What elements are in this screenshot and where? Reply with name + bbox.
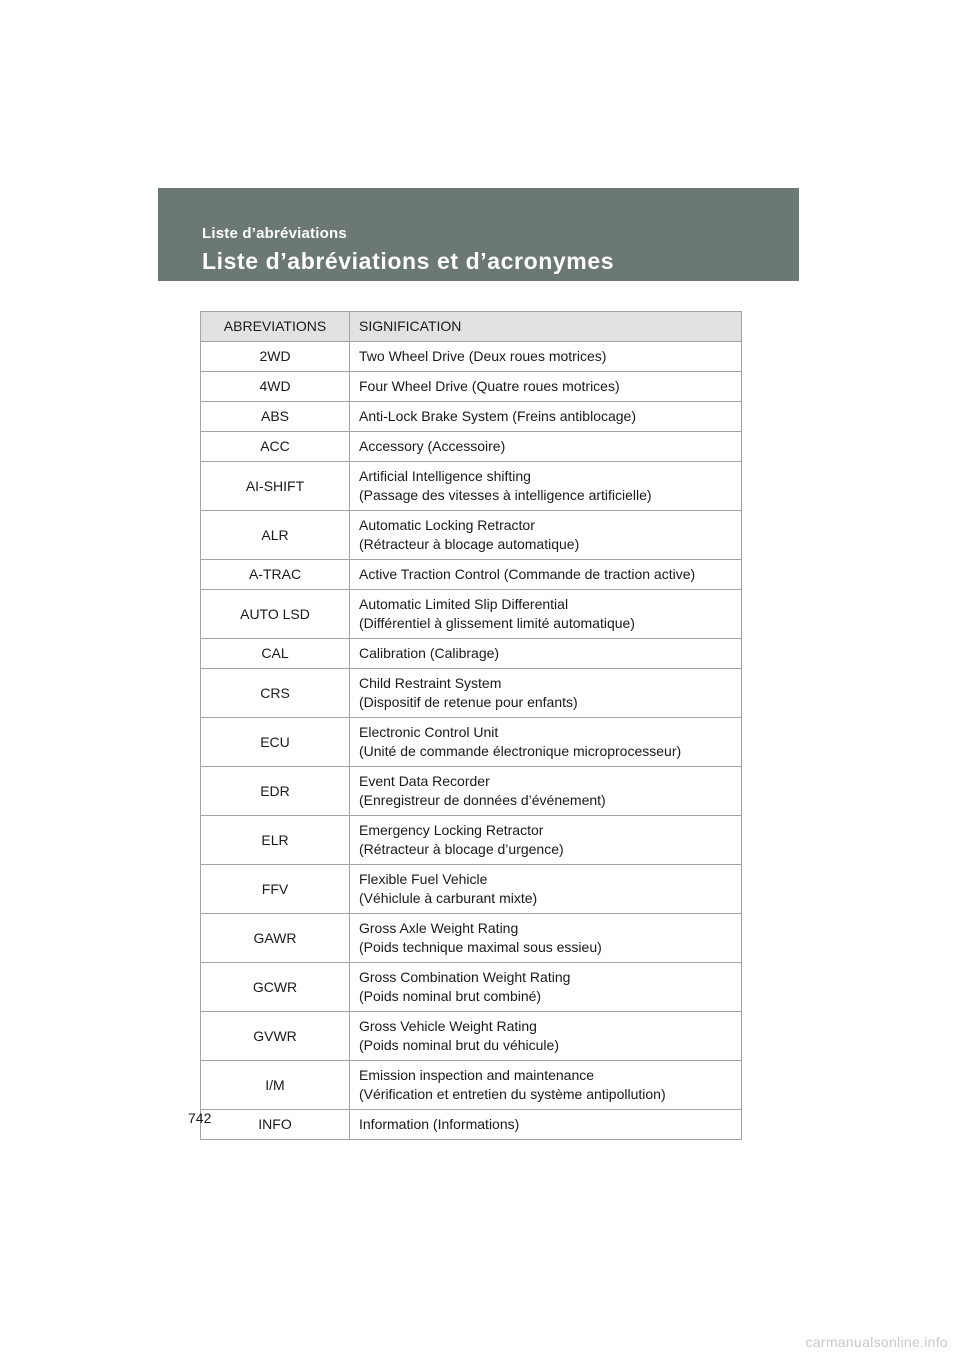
signification-cell xyxy=(350,1061,742,1110)
signification-cell xyxy=(350,462,742,511)
signification-cell xyxy=(350,639,742,669)
abbreviation-cell: GCWR xyxy=(201,963,350,1012)
table-row xyxy=(201,342,742,372)
signification-cell xyxy=(350,1110,742,1140)
chapter-header-band xyxy=(158,188,799,281)
signification-line: Accessory (Accessoire) xyxy=(359,438,506,454)
column-header-abbreviations: ABREVIATIONS xyxy=(201,312,350,342)
table-row xyxy=(201,1110,742,1140)
signification-line: Artificial Intelligence shifting xyxy=(359,468,531,484)
table-row xyxy=(201,816,742,865)
signification-line: Information (Informations) xyxy=(359,1116,520,1132)
abbreviation-cell: I/M xyxy=(201,1061,350,1110)
abbreviation-cell: 2WD xyxy=(201,342,350,372)
abbreviation-cell: 4WD xyxy=(201,372,350,402)
abbreviation-cell: AI-SHIFT xyxy=(201,462,350,511)
table-row xyxy=(201,914,742,963)
table-body xyxy=(201,342,742,1140)
table-row xyxy=(201,767,742,816)
table-row xyxy=(201,669,742,718)
signification-cell xyxy=(350,963,742,1012)
abbreviation-cell: A-TRAC xyxy=(201,560,350,590)
table-row xyxy=(201,865,742,914)
signification-line: Emission inspection and maintenance xyxy=(359,1067,595,1083)
signification-line: Gross Axle Weight Rating xyxy=(359,920,519,936)
signification-line: (Vérification et entretien du système antipollution) xyxy=(359,1086,666,1102)
abbreviation-cell: EDR xyxy=(201,767,350,816)
signification-cell xyxy=(350,767,742,816)
table-row xyxy=(201,590,742,639)
page-number: 742 xyxy=(188,1110,212,1126)
signification-line: (Poids technique maximal sous essieu) xyxy=(359,939,602,955)
table-row xyxy=(201,1061,742,1110)
column-header-signification: SIGNIFICATION xyxy=(350,312,742,342)
watermark[interactable]: carmanualsonline.info xyxy=(805,1334,948,1350)
signification-cell xyxy=(350,342,742,372)
abbreviation-cell: ALR xyxy=(201,511,350,560)
signification-line: (Rétracteur à blocage d’urgence) xyxy=(359,841,564,857)
signification-line: Flexible Fuel Vehicle xyxy=(359,871,488,887)
signification-line: Four Wheel Drive (Quatre roues motrices) xyxy=(359,378,620,394)
signification-line: Gross Vehicle Weight Rating xyxy=(359,1018,537,1034)
signification-line: (Enregistreur de données d’événement) xyxy=(359,792,606,808)
table-row xyxy=(201,560,742,590)
abbreviation-cell: FFV xyxy=(201,865,350,914)
table-row xyxy=(201,639,742,669)
abbreviation-cell: CAL xyxy=(201,639,350,669)
table-row xyxy=(201,1012,742,1061)
signification-line: Automatic Limited Slip Differential xyxy=(359,596,569,612)
signification-line: (Véhiclule à carburant mixte) xyxy=(359,890,538,906)
signification-line: Event Data Recorder xyxy=(359,773,490,789)
abbreviation-cell: GAWR xyxy=(201,914,350,963)
signification-line: Child Restraint System xyxy=(359,675,502,691)
signification-line: (Passage des vitesses à intelligence artificielle) xyxy=(359,487,652,503)
signification-cell xyxy=(350,669,742,718)
signification-line: (Dispositif de retenue pour enfants) xyxy=(359,694,578,710)
signification-line: Anti-Lock Brake System (Freins antiblocage) xyxy=(359,408,636,424)
signification-cell xyxy=(350,432,742,462)
table-row xyxy=(201,963,742,1012)
signification-cell xyxy=(350,816,742,865)
signification-line: Two Wheel Drive (Deux roues motrices) xyxy=(359,348,607,364)
signification-line: (Différentiel à glissement limité automatique) xyxy=(359,615,635,631)
table-row xyxy=(201,402,742,432)
signification-cell xyxy=(350,718,742,767)
table-row xyxy=(201,718,742,767)
section-label: Liste d’abréviations xyxy=(202,225,347,242)
signification-cell xyxy=(350,590,742,639)
table-row xyxy=(201,511,742,560)
signification-line: (Unité de commande électronique microprocesseur) xyxy=(359,743,682,759)
signification-line: (Poids nominal brut du véhicule) xyxy=(359,1037,559,1053)
signification-cell xyxy=(350,372,742,402)
signification-cell xyxy=(350,914,742,963)
abbreviations-table xyxy=(200,311,742,1140)
abbreviation-cell: ACC xyxy=(201,432,350,462)
signification-line: Automatic Locking Retractor xyxy=(359,517,535,533)
signification-line: (Rétracteur à blocage automatique) xyxy=(359,536,580,552)
signification-cell xyxy=(350,560,742,590)
abbreviation-cell: ABS xyxy=(201,402,350,432)
signification-cell xyxy=(350,865,742,914)
page-title: Liste d’abréviations et d’acronymes xyxy=(202,248,615,274)
signification-cell xyxy=(350,511,742,560)
abbreviation-cell: ELR xyxy=(201,816,350,865)
signification-line: (Poids nominal brut combiné) xyxy=(359,988,542,1004)
signification-line: Gross Combination Weight Rating xyxy=(359,969,571,985)
signification-line: Active Traction Control (Commande de traction active) xyxy=(359,566,696,582)
table-row xyxy=(201,372,742,402)
signification-line: Calibration (Calibrage) xyxy=(359,645,500,661)
signification-line: Emergency Locking Retractor xyxy=(359,822,544,838)
table-row xyxy=(201,432,742,462)
table-row xyxy=(201,462,742,511)
abbreviation-cell: AUTO LSD xyxy=(201,590,350,639)
signification-cell xyxy=(350,1012,742,1061)
table-header-row xyxy=(201,312,742,342)
signification-line: Electronic Control Unit xyxy=(359,724,499,740)
abbreviation-cell: CRS xyxy=(201,669,350,718)
abbreviation-cell: GVWR xyxy=(201,1012,350,1061)
abbreviation-cell: INFO xyxy=(201,1110,350,1140)
abbreviation-cell: ECU xyxy=(201,718,350,767)
signification-cell xyxy=(350,402,742,432)
